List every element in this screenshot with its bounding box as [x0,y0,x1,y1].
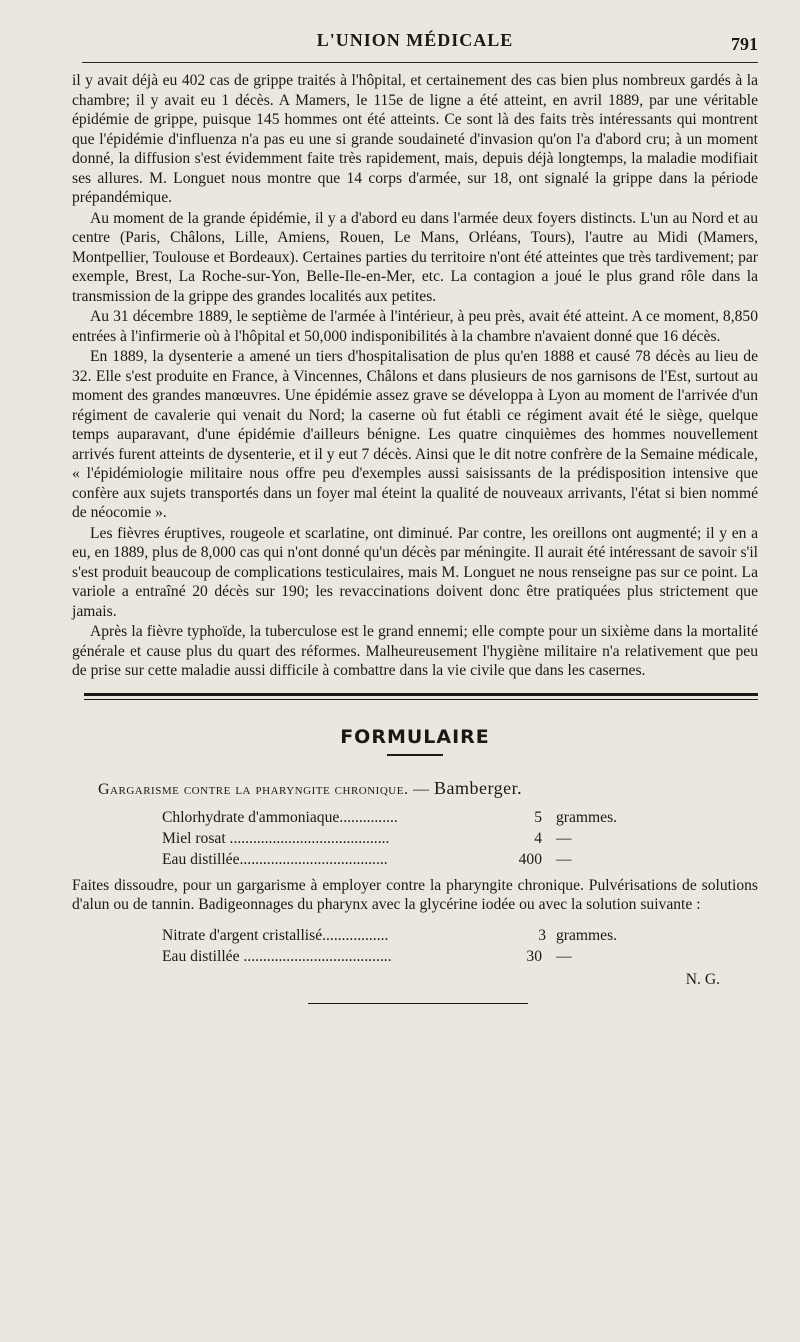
ingredient-unit: grammes. [556,926,618,944]
ingredient-row [72,925,758,946]
paragraph: Après la fièvre typhoïde, la tuberculose est le grand ennemi; elle compte pour un sixième dans la mortalité générale et cause plus du quart des réformes. Malheureusement l'hygiène militaire n'a relativement que peu de prise sur cette maladie aussi difficile à combattre dans la vie civile que dans les casernes. [72,623,758,679]
paragraph: Les fièvres éruptives, rougeole et scarlatine, ont diminué. Par contre, les oreillons ont augmenté; il y en a eu, en 1889, plus de 8,000 cas qui n'ont donné qu'un décès par méningite. Il aurait été intéressant de savoir s'il s'est produit beaucoup de complications testiculaires, mais M. Longuet ne nous renseigne pas sur ce point. La variole a entraîné 20 décès sur 190; les revaccinations doivent donc être pratiquées plus strictement que jamais. [72,524,758,620]
paragraph: Au moment de la grande épidémie, il y a d'abord eu dans l'armée deux foyers distincts. L'un au Nord et au centre (Paris, Châlons, Lille, Amiens, Rouen, Le Mans, Orléans, Tours), l'autre au Midi (Mamers, Montpellier, Toulouse et Bordeaux). Certaines parties du territoire n'ont été atteintes que très tardivement; par exemple, Brest, La Roche-sur-Yon, Belle-Ile-en-Mer, etc. La contagion a joué le plus grand rôle dans la transmission de la grippe des grandes localités aux petites. [72,209,758,305]
title-underline [387,754,443,756]
recipe-name: Gargarisme contre la pharyngite chronique. — [98,780,430,798]
ingredient-quantity: 4 [534,829,542,847]
ingredient-row [72,849,758,870]
ingredient-row [72,946,758,967]
ingredient-name: Miel rosat ......................................... [162,829,390,847]
ingredient-quantity: 30 [526,947,542,965]
ingredient-quantity: 5 [534,808,542,826]
ingredient-row [72,828,758,849]
recipe-author: Bamberger. [433,777,523,798]
ingredient-unit: — [556,850,572,868]
paragraph: il y avait déjà eu 402 cas de grippe traités à l'hôpital, et certainement des cas bien plus nombreux gardés à la chambre; il y avait eu 1 décès. A Mamers, le 115e de ligne a été atteint, en avril 1889, par une véritable épidémie de grippe, puisque 145 hommes ont été atteints. Ce sont là des faits très intéressants qui montrent que l'épidémie d'influenza n'a pas eu une si grande soudaineté d'invasion qu'on l'a d'abord cru; à un moment donné, la diffusion s'est évidemment faite très rapidement, mais, depuis déjà longtemps, la maladie modifiait ses allures. M. Longuet nous montre que 14 corps d'armée, sur 18, ont signalé la grippe dans la période prépandémique. [72,72,758,206]
ingredient-list [72,807,758,870]
ingredient-unit: — [556,947,572,965]
header-rule [82,62,758,63]
paragraph: Au 31 décembre 1889, le septième de l'armée à l'intérieur, à peu près, avait été atteint. A ce moment, 8,850 entrées à l'infirmerie où à l'hôpital et 50,000 indisponibilités à la chambre n'avaient donné que 16 décès. [72,308,758,345]
article-body [72,71,758,681]
ingredient-list-2 [72,925,758,967]
instructions-text: Faites dissoudre, pour un gargarisme à employer contre la pharyngite chronique. Pulvérisations de solutions d'alun ou de tannin. Badigeonnages du pharynx avec la glycérine iodée ou avec la solution suivante : [72,876,758,913]
ingredient-name: Eau distillée ...................................... [162,947,392,965]
ingredient-name: Eau distillée...................................... [162,850,388,868]
recipe-instructions [72,876,758,915]
recipe-title [72,778,758,799]
author-initials: N. G. [685,970,720,988]
running-head [72,30,758,60]
ingredient-name: Chlorhydrate d'ammoniaque............... [162,808,398,826]
ingredient-quantity: 400 [518,850,542,868]
ingredient-quantity: 3 [538,926,546,944]
paragraph: En 1889, la dysenterie a amené un tiers d'hospitalisation de plus qu'en 1888 et causé 78 décès au lieu de 32. Elle s'est produite en France, à Vincennes, Châlons et dans plusieurs de nos garnisons de l'Est, surtout au moment des grandes manœuvres. Une épidémie assez grave se développa à Lyon au moment de l'arrivée d'un régiment de cavalerie qui venait du Nord; la caserne où fut établi ce régiment avait été le siège, quelque temps auparavant, d'une épidémie d'ailleurs bénigne. Les quatre cinquièmes des hommes nouvellement arrivés furent atteints de dysenterie, et il y eut 7 décès. Ainsi que le dit notre confrère de la Semaine médicale, « l'épidémiologie militaire nous offre peu d'exemples aussi saisissants de la prédisposition intensive que confère aux sujets transportés dans un foyer mal éteint la qualité de nouveaux arrivants, l'état si bien nommé de néocomie ». [72,348,758,521]
section-title: FORMULAIRE [340,725,490,748]
journal-title: L'UNION MÉDICALE [316,30,514,50]
ingredient-name: Nitrate d'argent cristallisé................. [162,926,389,944]
ingredient-unit: — [556,829,572,847]
ingredient-unit: grammes. [556,808,618,826]
section-divider [84,693,758,700]
ingredient-row [72,807,758,828]
closing-rule [308,1003,528,1004]
page-number: 791 [731,34,758,54]
